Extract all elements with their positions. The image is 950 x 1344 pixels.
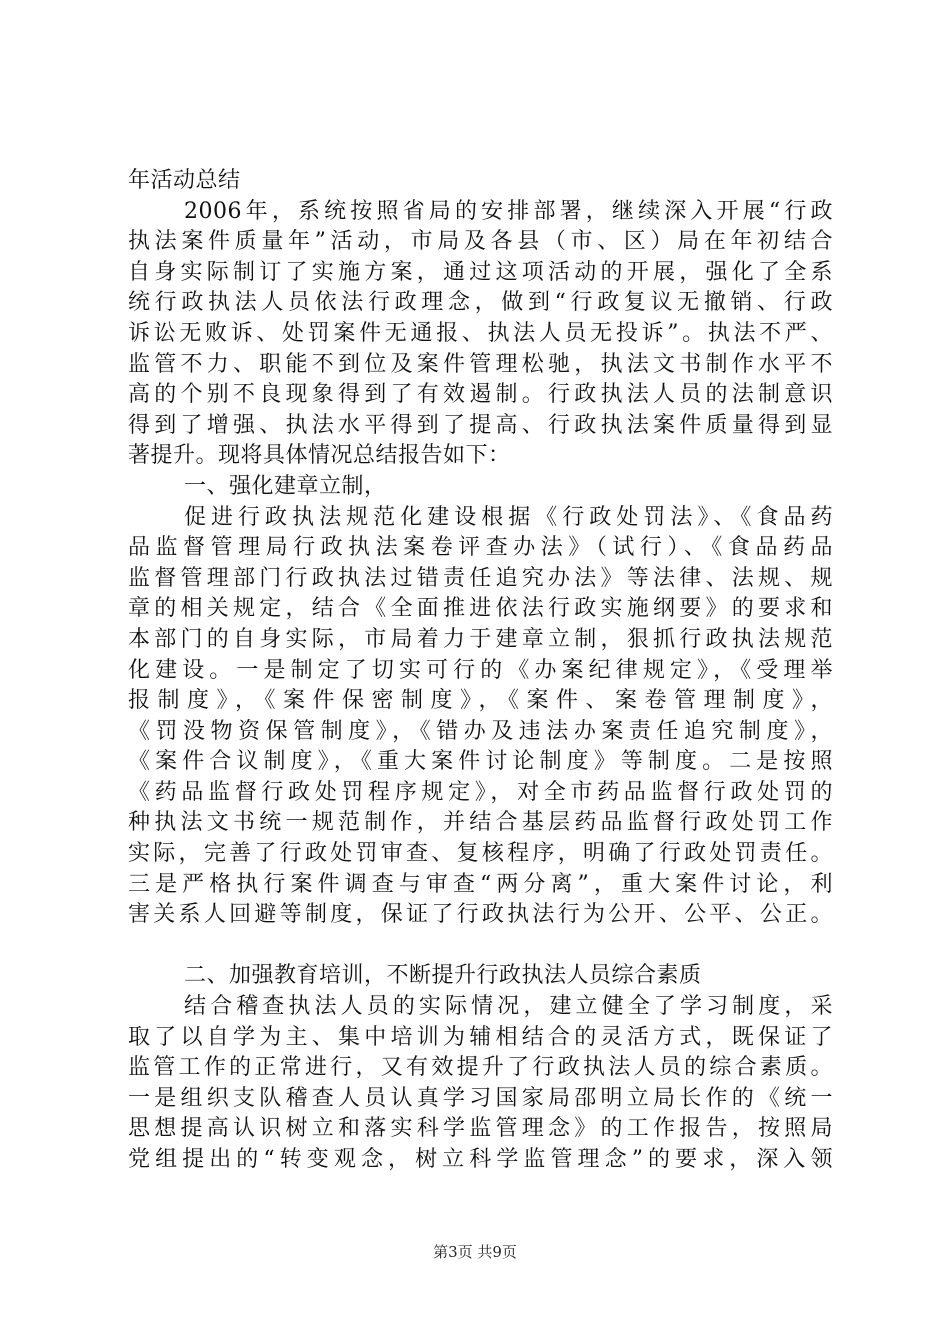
text-line: 三是严格执行案件调查与审查“两分离”，重大案件讨论，利: [128, 871, 833, 897]
text-line: 《罚没物资保管制度》，《错办及违法办案责任追究制度》，: [128, 718, 833, 744]
text-line: 监管工作的正常进行，又有效提升了行政执法人员的综合素质。: [128, 1055, 833, 1081]
text-line: 年活动总结: [128, 168, 241, 193]
text-line: 高的个别不良现象得到了有效遏制。行政执法人员的法制意识: [128, 382, 833, 408]
text-line: 2006年，系统按照省局的安排部署，继续深入开展“行政: [184, 198, 833, 224]
text-line: 害关系人回避等制度，保证了行政执法行为公开、公平、公正。: [128, 902, 833, 928]
text-line: 实际，完善了行政处罚审查、复核程序，明确了行政处罚责任。: [128, 841, 833, 867]
text-line: 本部门的自身实际，市局着力于建章立制，狠抓行政执法规范: [128, 626, 833, 652]
text-line: 《药品监督行政处罚程序规定》，对全市药品监督行政处罚的: [128, 779, 833, 805]
text-line: 党组提出的“转变观念，树立科学监管理念”的要求，深入领: [128, 1147, 833, 1172]
text-line: 监督管理部门行政执法过错责任追究办法》等法律、法规、规: [128, 565, 833, 591]
text-line: 品监督管理局行政执法案卷评查办法》（试行）、《食品药品: [128, 535, 833, 561]
section-heading: 一、强化建章立制，: [184, 473, 387, 499]
text-line: 执法案件质量年”活动，市局及各县（市、区）局在年初结合: [128, 229, 833, 255]
page-number-footer: 第3页 共9页: [433, 1243, 517, 1261]
text-line: 种执法文书统一规范制作，并结合基层药品监督行政处罚工作: [128, 810, 833, 836]
text-line: 著提升。现将具体情况总结报告如下：: [128, 443, 511, 469]
document-body: [128, 166, 833, 1176]
text-line: 监管不力、职能不到位及案件管理松驰，执法文书制作水平不: [128, 351, 833, 377]
text-line: 思想提高认识树立和落实科学监管理念》的工作报告，按照局: [128, 1116, 833, 1142]
section-heading: 二、加强教育培训，不断提升行政执法人员综合素质: [184, 963, 702, 989]
text-line: 结合稽查执法人员的实际情况，建立健全了学习制度，采: [184, 994, 833, 1020]
text-line: 统行政执法人员依法行政理念，做到“行政复议无撤销、行政: [128, 290, 833, 316]
text-line: 诉讼无败诉、处罚案件无通报、执法人员无投诉”。执法不严、: [128, 320, 833, 346]
text-line: 一是组织支队稽查人员认真学习国家局邵明立局长作的《统一: [128, 1085, 833, 1111]
text-line: 化建设。一是制定了切实可行的《办案纪律规定》，《受理举: [128, 657, 833, 683]
paragraph-gap: [128, 931, 833, 962]
text-line: 报制度》，《案件保密制度》，《案件、案卷管理制度》，: [128, 688, 833, 714]
text-line: 自身实际制订了实施方案，通过这项活动的开展，强化了全系: [128, 259, 833, 285]
text-line: 得到了增强、执法水平得到了提高、行政执法案件质量得到显: [128, 412, 833, 438]
text-line: 促进行政执法规范化建设根据《行政处罚法》、《食品药: [184, 504, 833, 530]
text-line: 《案件合议制度》，《重大案件讨论制度》等制度。二是按照: [128, 749, 833, 775]
text-line: 取了以自学为主、集中培训为辅相结合的灵活方式，既保证了: [128, 1024, 833, 1050]
text-line: 章的相关规定，结合《全面推进依法行政实施纲要》的要求和: [128, 596, 833, 622]
